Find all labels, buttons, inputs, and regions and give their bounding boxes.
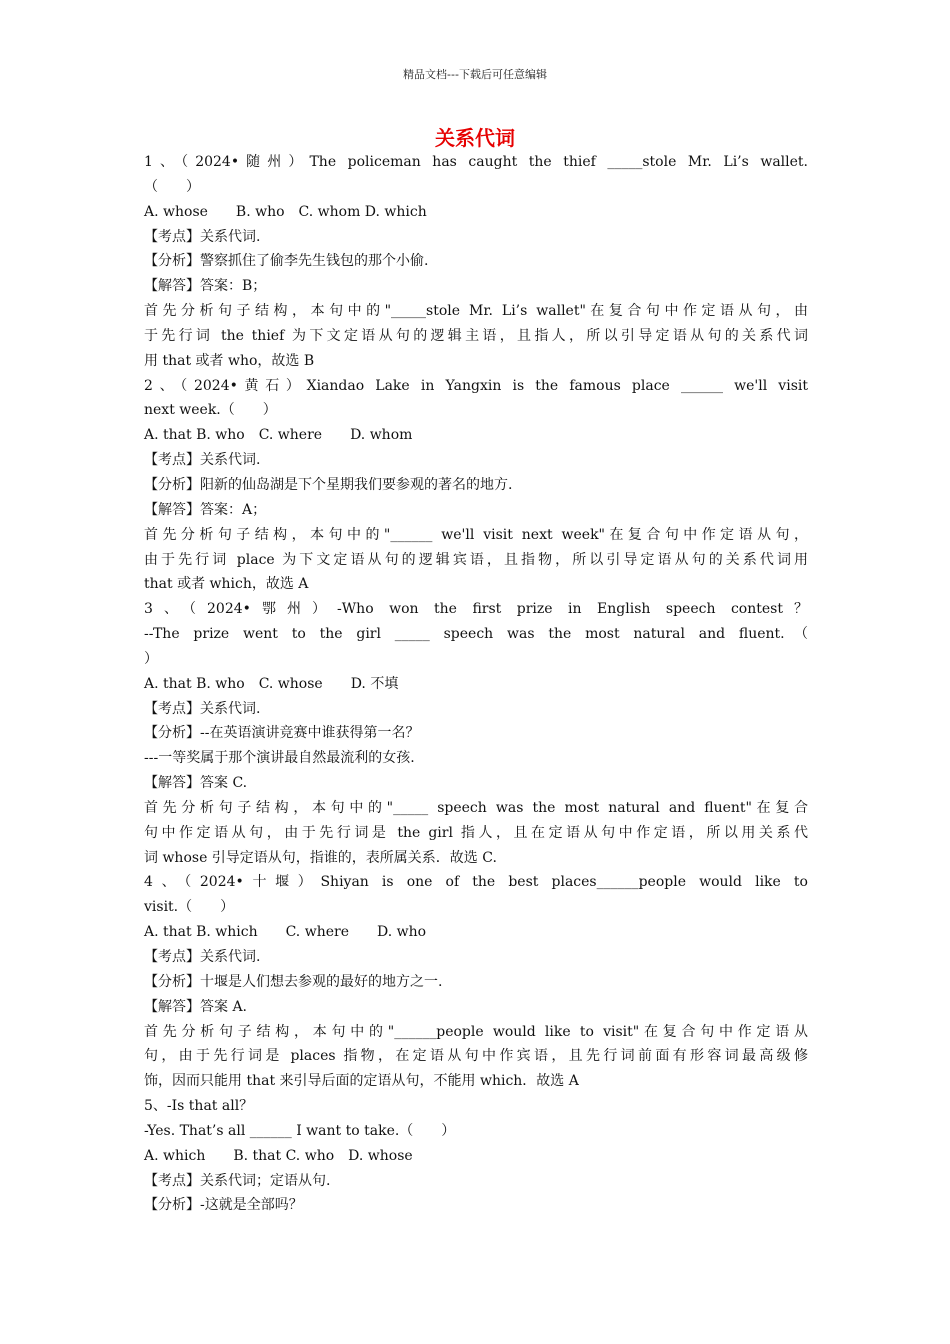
text-line: 1、（2024•随州）The policeman has caught the thief _____stole Mr. Li’s wallet.	[144, 154, 808, 170]
text-line: 于先行词 the thief 为下文定语从句的逻辑主语，且指人，所以引导定语从句的关系代词	[144, 327, 808, 344]
text-line: 4、（2024•十堰）Shiyan is one of the best places______people would like to	[144, 874, 808, 891]
text-line: 首先分析句子结构，本句中的"_____ speech was the most natural and fluent"在复合	[144, 799, 808, 816]
text-line: 2、（2024•黄石）Xiandao Lake in Yangxin is the famous place ______ we'll visit	[144, 377, 808, 394]
text-line: 由于先行词 place 为下文定语从句的逻辑宾语，且指物，所以引导定语从句的关系代词用	[144, 551, 808, 568]
text-line: 饰，因而只能用 that 来引导后面的定语从句，不能用 which．故选 A	[144, 1073, 579, 1090]
text-line: 【考点】关系代词；定语从句.	[144, 1172, 331, 1189]
text-line: 【解答】答案：A；	[144, 501, 267, 518]
text-line: 用 that 或者 who，故选 B	[144, 352, 315, 369]
text-line: 【分析】警察抓住了偷李先生钱包的那个小偷.	[144, 253, 429, 270]
text-line: 【考点】关系代词.	[144, 700, 261, 717]
text-line: 【分析】-这就是全部吗？	[144, 1197, 303, 1214]
text-line: 首先分析句子结构，本句中的"_____stole Mr. Li’s wallet"在复合句中作定语从句，由	[144, 303, 808, 320]
text-line: -Yes. That’s all ______ I want to take.（ ）	[144, 1122, 456, 1139]
text-line: 首先分析句子结构，本句中的"______ we'll visit next week"在复合句中作定语从句，	[144, 526, 808, 543]
text-line: that 或者 which，故选 A	[144, 576, 309, 593]
text-line: --The prize went to the girl _____ speech was the most natural and fluent.（	[144, 626, 808, 643]
text-line: ---一等奖属于那个演讲最自然最流利的女孩.	[144, 750, 415, 767]
text-line: 【考点】关系代词.	[144, 452, 261, 469]
text-line: A. which B. that C. who D. whose	[144, 1147, 413, 1164]
text-line: 【解答】答案 A.	[144, 998, 248, 1015]
text-line: next week.（ ）	[144, 402, 277, 419]
text-line: A. that B. which C. where D. who	[144, 924, 427, 941]
text-line: 句，由于先行词是 places 指物，在定语从句中作宾语，且先行词前面有形容词最高级修	[144, 1048, 808, 1065]
text-line: A. that B. who C. where D. whom	[144, 427, 413, 444]
text-line: 【考点】关系代词.	[144, 949, 261, 965]
page-header: 精品文档---下载后可任意编辑	[403, 68, 547, 81]
text-line: 3、（2024•鄂州）-Who won the first prize in English speech contest？	[144, 601, 808, 618]
text-line: 5、-Is that all？	[144, 1098, 254, 1115]
text-line: visit.（ ）	[144, 899, 235, 916]
text-line: 【分析】阳新的仙岛湖是下个星期我们要参观的著名的地方.	[144, 476, 513, 493]
text-line: 【分析】十堰是人们想去参观的最好的地方之一.	[144, 973, 443, 990]
text-line: A. that B. who C. whose D. 不填	[144, 675, 399, 692]
text-line: 首先分析句子结构，本句中的"______people would like to visit"在复合句中作定语从	[144, 1023, 808, 1040]
text-line: A. whose B. who C. whom D. which	[144, 203, 427, 220]
text-line: ）	[144, 650, 158, 667]
text-line: 句中作定语从句，由于先行词是 the girl 指人，且在定语从句中作定语，所以用关系代	[144, 824, 808, 841]
text-line: 【分析】--在英语演讲竞赛中谁获得第一名？	[144, 725, 420, 742]
text-line: 【解答】答案：B；	[144, 278, 267, 295]
document-body	[144, 150, 808, 1218]
text-line: （ ）	[144, 178, 200, 195]
document-title: 关系代词	[435, 126, 515, 150]
text-line: 词 whose 引导定语从句，指谁的，表所属关系．故选 C.	[144, 849, 497, 866]
text-line: 【考点】关系代词.	[144, 228, 261, 245]
text-line: 【解答】答案 C.	[144, 775, 248, 792]
